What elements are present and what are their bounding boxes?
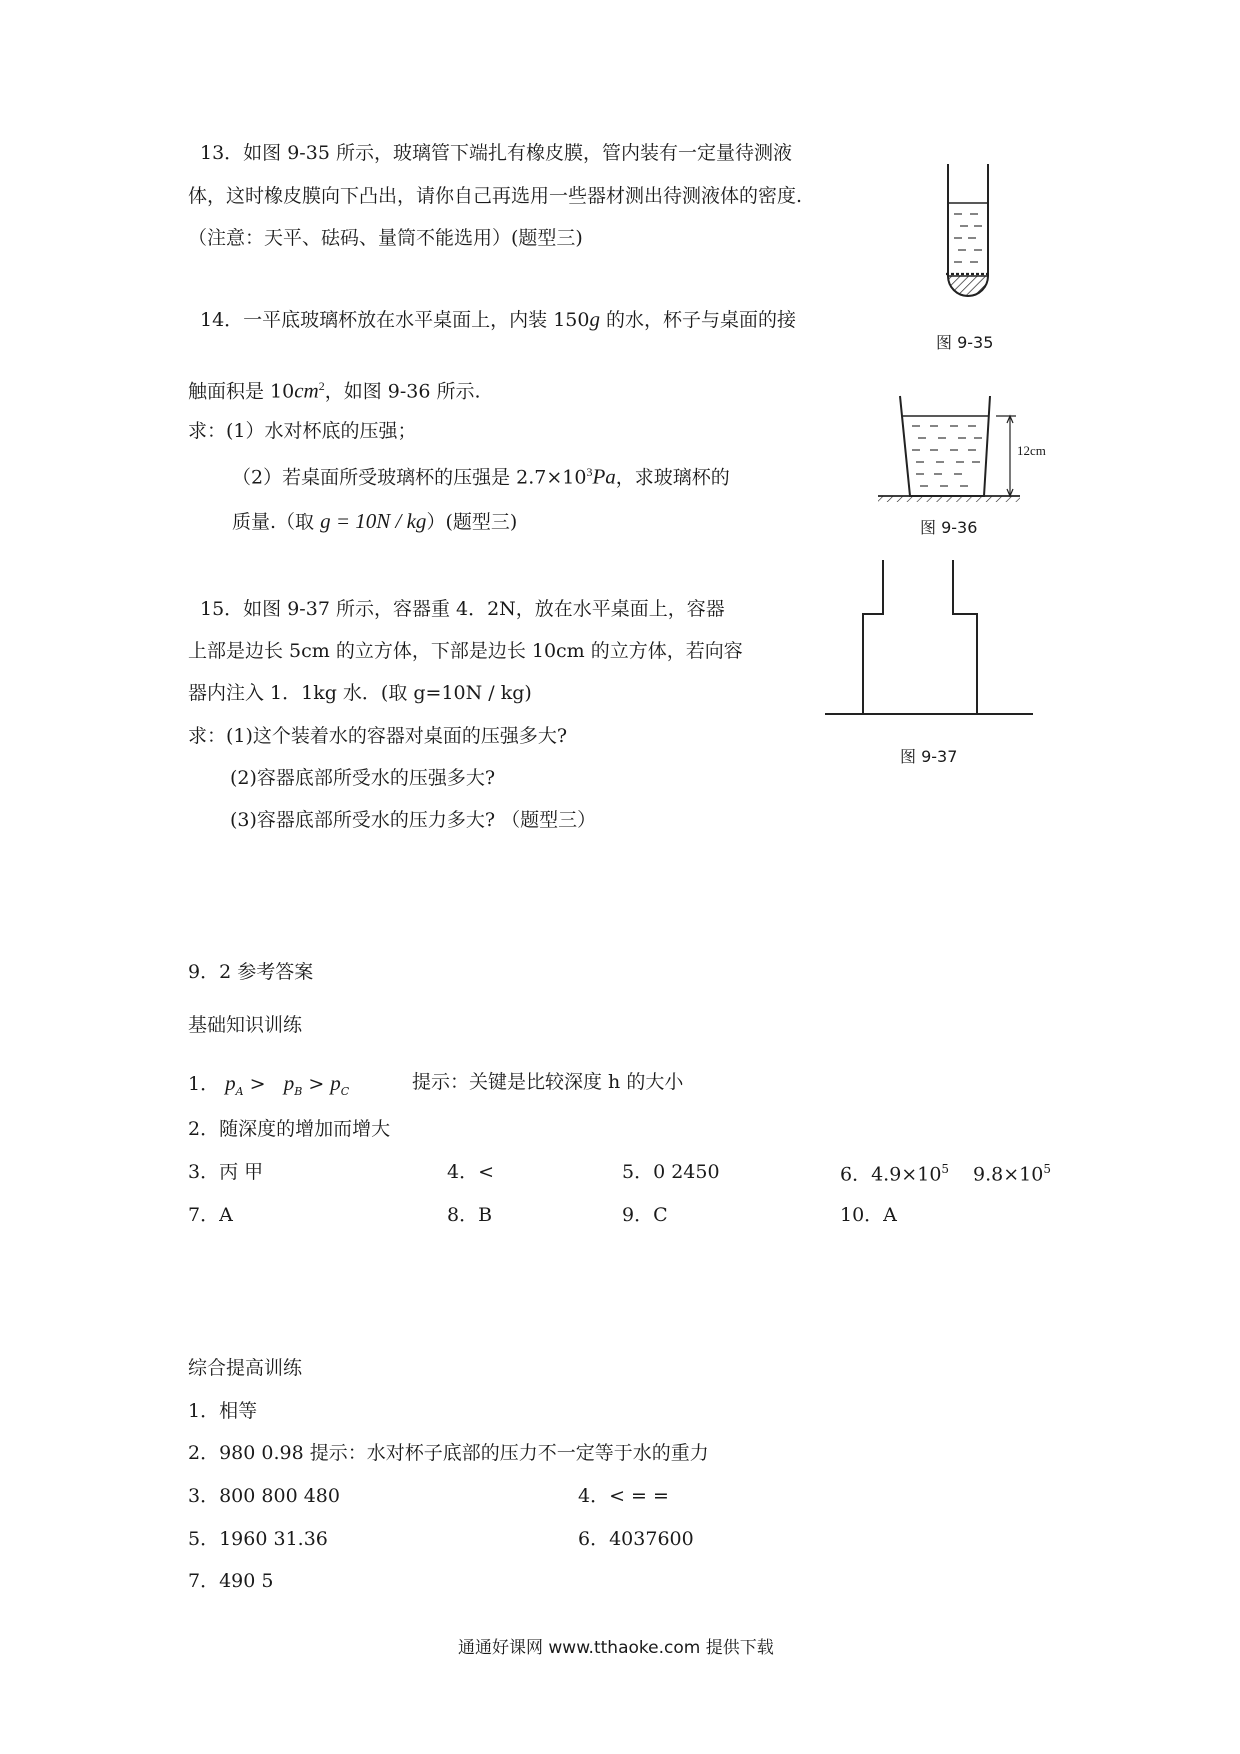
basic-answer-6-b-exponent: 5 [1043,1162,1052,1176]
problem-14-question-2-pre: （2）若桌面所受玻璃杯的压强是 2.7×10 [232,466,587,489]
basic-answer-6-a: 6．4.9×10 [840,1163,942,1186]
basic-answer-7: 7．A [188,1204,233,1226]
advanced-answer-3: 3．800 800 480 [188,1485,340,1507]
unit-pascal: Pa [592,464,616,489]
advanced-answer-6: 6．4037600 [578,1528,694,1550]
greater-than-1: > [243,1073,272,1095]
pressure-c-symbol: p [330,1071,341,1095]
advanced-answer-4: 4．< = = [578,1485,669,1507]
problem-13-line-1: 13．如图 9-35 所示，玻璃管下端扎有橡皮膜，管内装有一定量待测液 [200,142,792,164]
unit-cm-exponent: 2 [318,379,325,393]
problem-14-question-2-post: ，求玻璃杯的 [615,466,730,489]
greater-than-2: > [302,1073,331,1095]
basic-answer-8: 8．B [447,1204,493,1226]
problem-14-question-1: 求：(1）水对杯底的压强； [188,420,417,442]
figure-9-36-caption: 图 9-36 [920,518,978,537]
problem-15-question-1: 求：(1)这个装着水的容器对桌面的压强多大? [188,725,568,747]
problem-15-question-3: (3)容器底部所受水的压力多大? （题型三） [230,809,597,831]
answers-title: 9．2 参考答案 [188,961,314,983]
pressure-c-subscript: C [340,1084,350,1098]
pressure-b-subscript: B [294,1084,303,1098]
problem-14-line-2-pre: 触面积是 10 [188,380,295,403]
pressure-a-symbol: p [225,1071,236,1095]
basic-answer-4: 4．< [447,1161,495,1183]
basic-answer-6-a-exponent: 5 [941,1162,950,1176]
problem-14-question-2-line-2 [232,511,517,532]
problem-14-q2-line2-post: ）(题型三) [426,511,518,533]
gravity-formula: g = 10N / kg [320,509,427,533]
figure-9-36-height-label: 12cm [1017,443,1046,458]
unit-cm: cm [294,378,319,403]
problem-15-line-2: 上部是边长 5cm 的立方体，下部是边长 10cm 的立方体，若向容 [188,640,743,662]
basic-answer-1-hint: 提示：关键是比较深度 h 的大小 [412,1071,684,1093]
advanced-answer-7: 7．490 5 [188,1570,274,1592]
figure-9-37-caption: 图 9-37 [900,747,958,766]
problem-14-line-2 [188,380,481,401]
basic-answer-1-number: 1． [188,1073,220,1095]
problem-15-question-2: (2)容器底部所受水的压强多大? [230,767,496,789]
basic-answer-9: 9．C [622,1204,668,1226]
advanced-training-heading: 综合提高训练 [188,1357,303,1379]
advanced-answer-2: 2．980 0.98 提示：水对杯子底部的压力不一定等于水的重力 [188,1442,709,1464]
problem-14-line-1-text: 14．一平底玻璃杯放在水平桌面上，内装 150 [200,309,590,331]
basic-training-heading: 基础知识训练 [188,1014,303,1036]
unit-gram: g [589,307,600,331]
problem-13-line-3: （注意：天平、砝码、量筒不能选用）(题型三) [188,227,583,249]
advanced-answer-1: 1．相等 [188,1400,258,1422]
problem-13-line-2: 体，这时橡皮膜向下凸出，请你自己再选用一些器材测出待测液体的密度. [188,185,803,207]
problem-14-question-2 [232,466,730,487]
figure-9-37-container [825,560,1045,720]
page-footer: 通通好课网 www.tthaoke.com 提供下载 [458,1638,774,1658]
pressure-a-subscript: A [235,1084,244,1098]
advanced-answer-5: 5．1960 31.36 [188,1528,328,1550]
problem-14-line-1-tail: 的水，杯子与桌面的接 [599,309,797,331]
problem-15-line-1: 15．如图 9-37 所示，容器重 4．2N，放在水平桌面上，容器 [200,598,725,620]
basic-answer-3: 3．丙 甲 [188,1161,264,1183]
problem-14-line-1 [200,309,796,330]
basic-answer-2: 2．随深度的增加而增大 [188,1118,391,1140]
basic-answer-6 [840,1163,1051,1184]
basic-answer-5: 5．0 2450 [622,1161,720,1183]
basic-answer-6-b: 9.8×10 [973,1163,1044,1186]
pressure-b-symbol: p [283,1071,295,1095]
problem-14-line-2-post: ，如图 9-36 所示. [324,380,481,403]
problem-15-line-3: 器内注入 1．1kg 水．(取 g=10N / kg) [188,682,532,704]
basic-answer-1 [188,1073,349,1097]
problem-14-q2-line2-pre: 质量.（取 [232,511,321,533]
basic-answer-10: 10．A [840,1204,897,1226]
figure-9-35-test-tube [940,160,1000,320]
pressure-exponent: 3 [586,465,593,479]
figure-9-35-caption: 图 9-35 [936,333,994,352]
